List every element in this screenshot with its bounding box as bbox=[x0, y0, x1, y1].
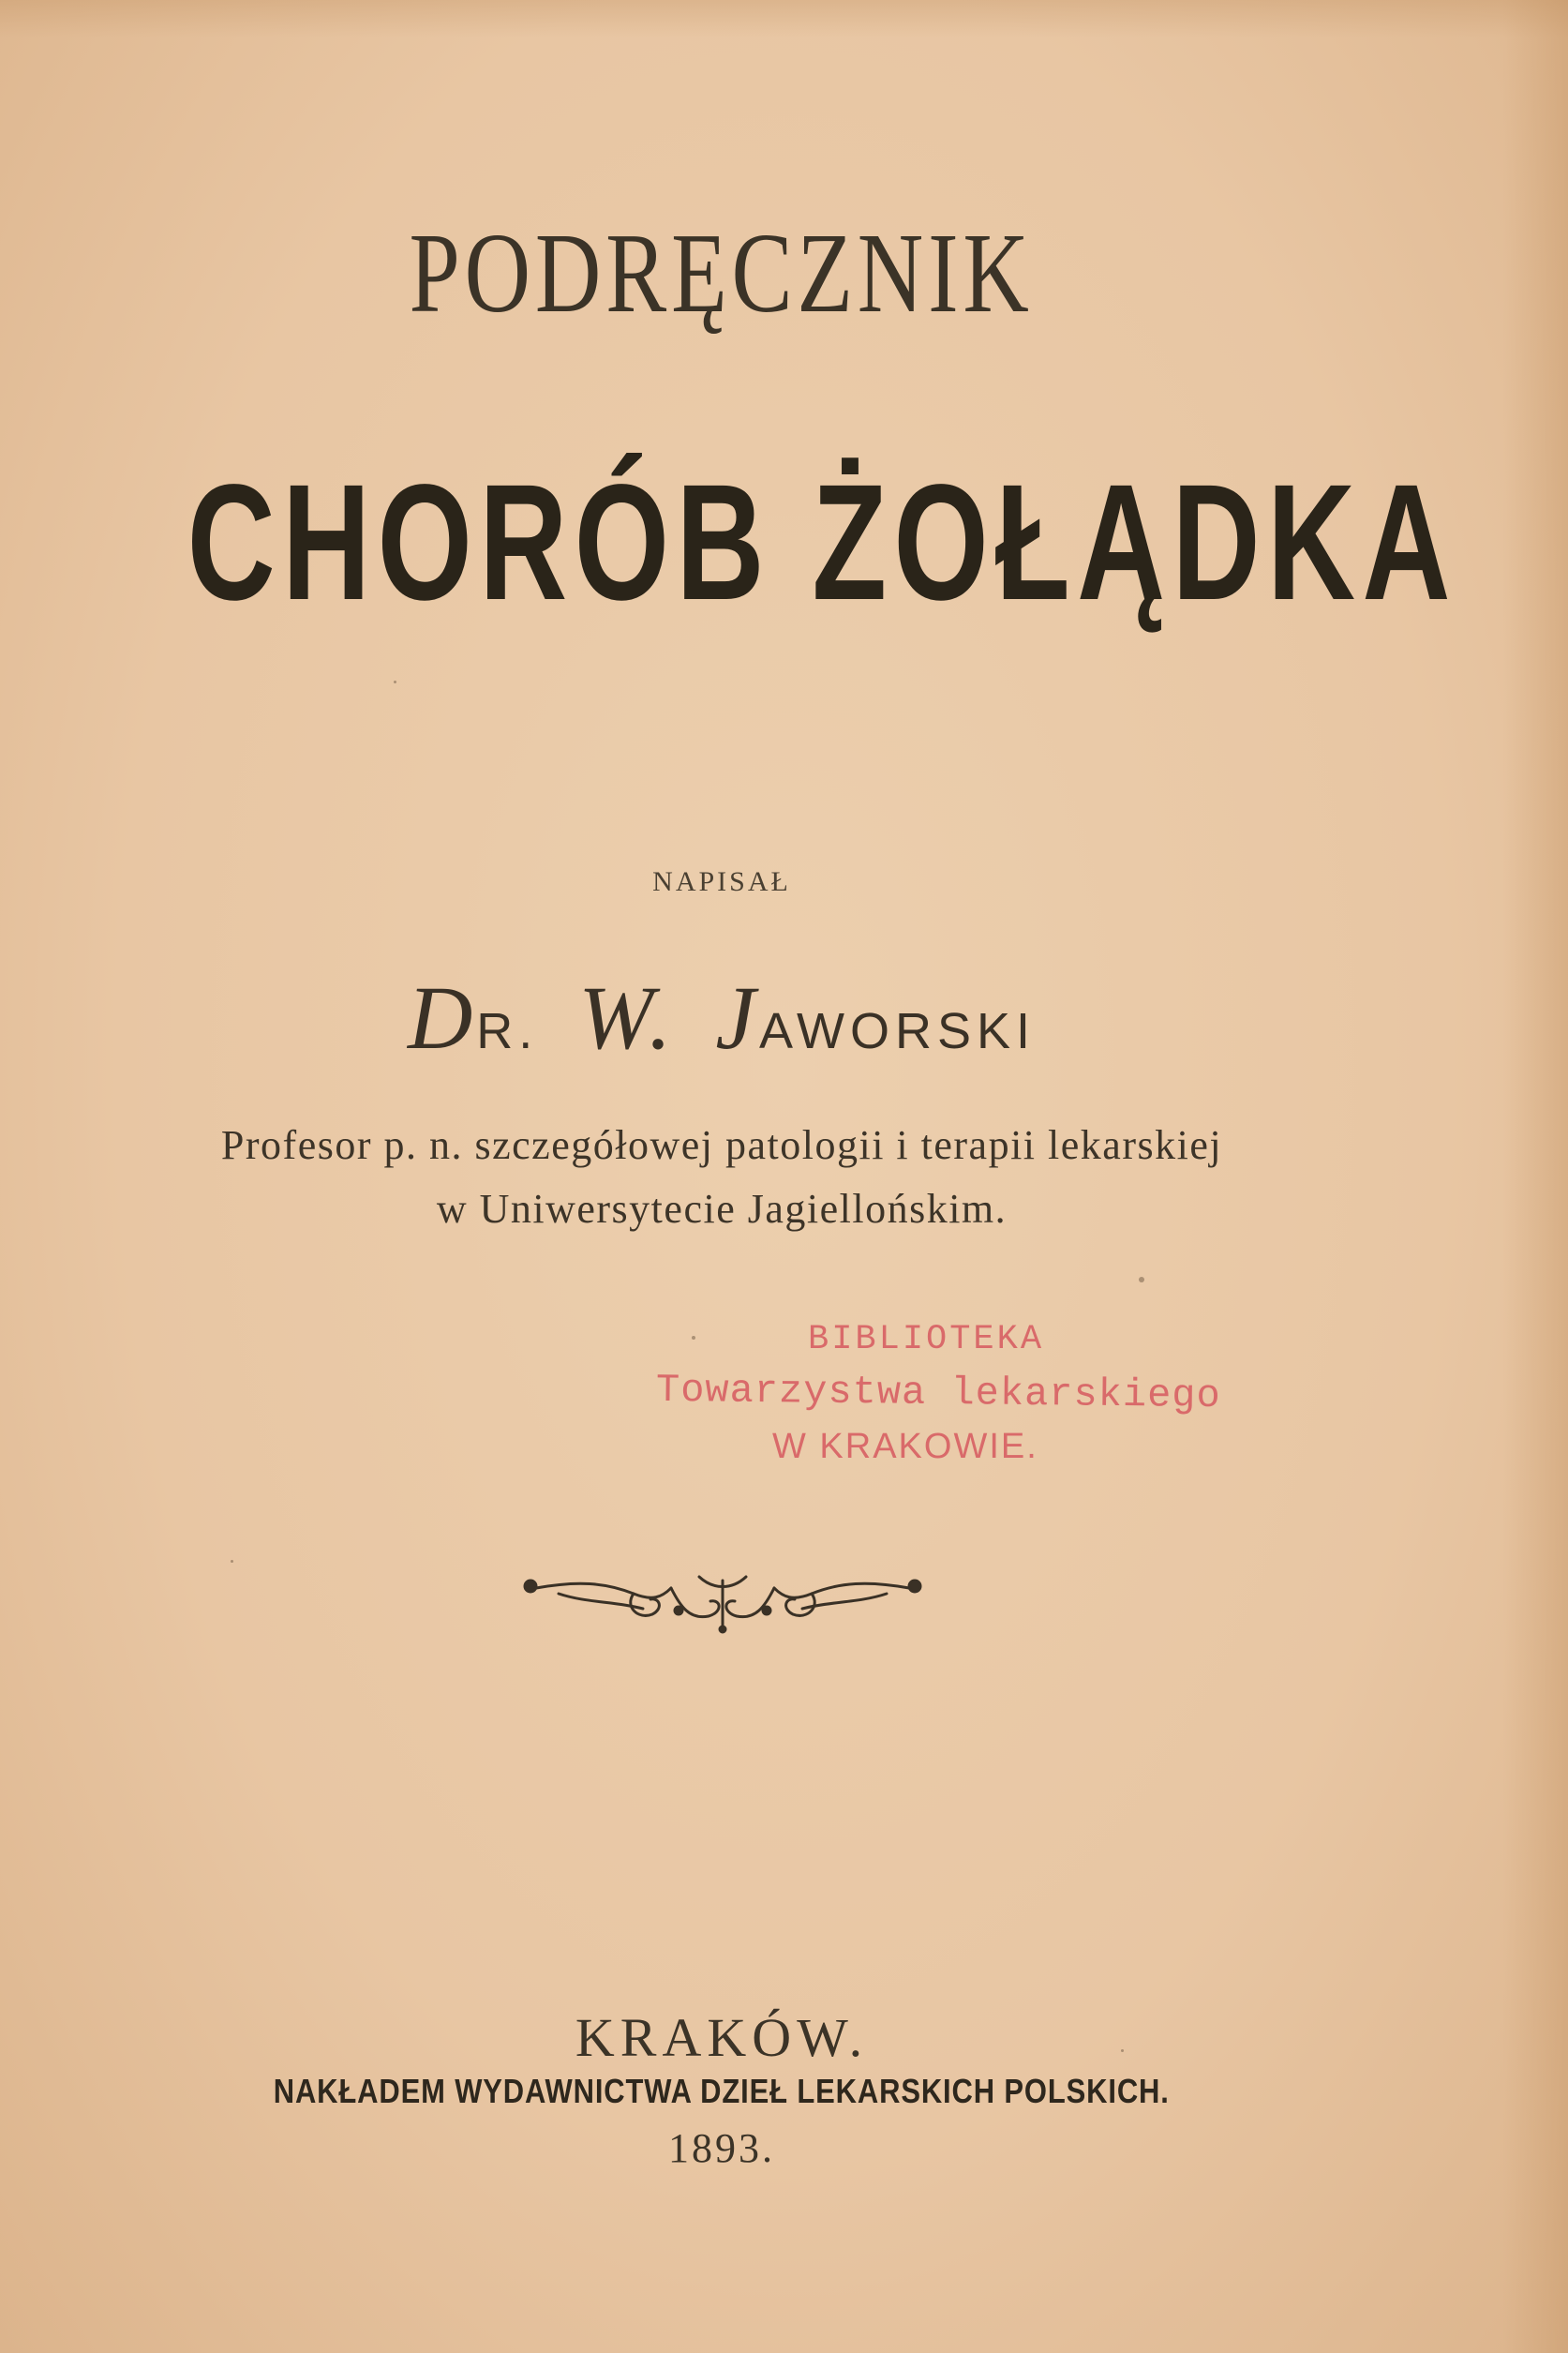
paper-speck bbox=[1139, 1277, 1144, 1282]
imprint-publisher: NAKŁADEM WYDAWNICTWA DZIEŁ LEKARSKICH POLSKICH. bbox=[273, 2072, 1170, 2110]
library-stamp-line1: BIBLIOTEKA bbox=[808, 1320, 1045, 1359]
author-position-line2: w Uniwersytecie Jagiellońskim. bbox=[436, 1186, 1008, 1232]
book-title-line2: CHORÓB ŻOŁĄDKA bbox=[187, 451, 1457, 635]
paper-speck bbox=[394, 681, 396, 683]
paper-speck bbox=[692, 1336, 695, 1340]
paper-edge-right bbox=[1502, 0, 1568, 2353]
author-position-line1: Profesor p. n. szczegółowej patologii i terapii lekarskiej bbox=[220, 1122, 1223, 1168]
library-stamp-line2: Towarzystwa lekarskiego bbox=[655, 1367, 1221, 1419]
paper-speck bbox=[231, 1560, 233, 1563]
imprint-year: 1893. bbox=[668, 2125, 775, 2171]
author-initial-j: J bbox=[715, 967, 760, 1068]
written-by-label: NAPISAŁ bbox=[652, 866, 791, 897]
paper-speck bbox=[1121, 2049, 1124, 2052]
imprint-city: KRAKÓW. bbox=[575, 2007, 869, 2068]
author-initial-d: D bbox=[407, 967, 477, 1068]
book-title-line1: PODRĘCZNIK bbox=[409, 210, 1034, 337]
paper-edge-top bbox=[0, 0, 1568, 37]
library-stamp-line3: W KRAKOWIE. bbox=[772, 1427, 1038, 1466]
author-title-r: R. bbox=[476, 1003, 539, 1059]
author-surname: AWORSKI bbox=[759, 1003, 1037, 1059]
author-initial-w: W. bbox=[578, 967, 676, 1068]
author-name bbox=[0, 966, 1443, 1070]
ornament-icon bbox=[521, 1562, 924, 1637]
